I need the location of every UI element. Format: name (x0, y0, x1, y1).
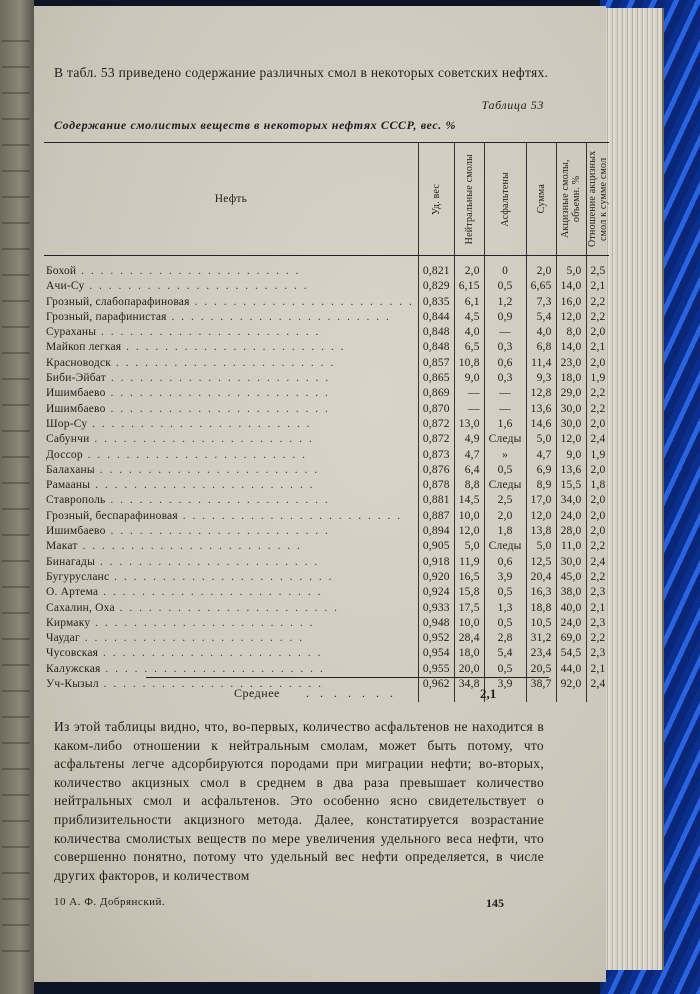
cell-ud-ves: 0,933 (418, 601, 454, 616)
cell-neutral: 10,0 (454, 509, 484, 524)
table-row (44, 570, 609, 585)
oil-name-cell: Ишимбаево . . . . . . . . . . . . . . . . . . . . . . . (46, 402, 330, 415)
cell-ud-ves: 0,955 (418, 662, 454, 677)
cell-neutral: 12,0 (454, 524, 484, 539)
oil-name-cell: Сураханы . . . . . . . . . . . . . . . . . . . . . . . (46, 326, 321, 339)
cell-ratio: 2,4 (586, 555, 609, 570)
cell-ud-ves: 0,924 (418, 585, 454, 600)
cell-sum: 13,6 (526, 402, 556, 417)
cell-asphaltenes: Следы (484, 432, 526, 447)
cell-ud-ves: 0,876 (418, 463, 454, 478)
table-row (44, 432, 609, 447)
cell-asphaltenes: 0,5 (484, 463, 526, 478)
table-row (44, 585, 609, 600)
oil-name-cell: Красноводск . . . . . . . . . . . . . . . . . . . . . . . (46, 356, 336, 369)
cell-asphaltenes: 0,3 (484, 371, 526, 386)
cell-ud-ves: 0,920 (418, 570, 454, 585)
cell-sum: 6,9 (526, 463, 556, 478)
cell-sum: 5,0 (526, 432, 556, 447)
oil-name-cell: Чусовская . . . . . . . . . . . . . . . . . . . . . . . (46, 647, 323, 660)
cell-ud-ves: 0,848 (418, 340, 454, 355)
cell-ratio: 2,2 (586, 631, 609, 646)
column-header-asphaltenes: Асфальтены (484, 143, 526, 256)
cell-asphaltenes: 2,8 (484, 631, 526, 646)
cell-sum: 5,0 (526, 539, 556, 554)
resin-content-table (44, 142, 609, 702)
cell-neutral: 4,5 (454, 310, 484, 325)
cell-akciz: 69,0 (556, 631, 586, 646)
cell-ratio: 2,0 (586, 356, 609, 371)
cell-akciz: 54,5 (556, 646, 586, 661)
cell-akciz: 30,0 (556, 555, 586, 570)
cell-neutral: — (454, 402, 484, 417)
cell-sum: 9,3 (526, 371, 556, 386)
cell-ratio: 2,2 (586, 539, 609, 554)
cell-akciz: 5,0 (556, 256, 586, 280)
cell-asphaltenes: — (484, 386, 526, 401)
oil-name-cell: Грозный, слабопарафиновая . . . . . . . . . . . . . . . . . . . . . . . (46, 295, 414, 308)
cell-asphaltenes: 2,0 (484, 509, 526, 524)
table-row (44, 448, 609, 463)
cell-ratio: 2,1 (586, 662, 609, 677)
cell-asphaltenes: 0,5 (484, 616, 526, 631)
cell-ud-ves: 0,829 (418, 279, 454, 294)
cell-ud-ves: 0,844 (418, 310, 454, 325)
cell-asphaltenes: 1,3 (484, 601, 526, 616)
cell-ud-ves: 0,894 (418, 524, 454, 539)
cell-ratio: 2,0 (586, 463, 609, 478)
average-label: Среднее (234, 686, 280, 700)
cell-neutral: 10,8 (454, 356, 484, 371)
cell-ratio: 2,0 (586, 493, 609, 508)
table-row (44, 509, 609, 524)
table-row (44, 631, 609, 646)
cell-neutral: 13,0 (454, 417, 484, 432)
cell-sum: 38,7 (526, 677, 556, 702)
body-paragraph: Из этой таблицы видно, что, во-первых, количество асфальтенов не находится в каком-либо отношении к нейтральным смолам, может быть потому, что асфальтены легче адсорбируются породами при миграции нефти; во-вторых, количество акцизных смол в среднем в два раза превышает количество нейтральных смол и асфальтенов. Это особенно ясно свидетельствует о приблизительности акцизного метода. Далее, констатируется возрастание количества смолистых веществ по мере увеличения удельного веса нефти, что совершенно понятно, потому что удельный вес нефти определяется, в числе других факторов, и количеством (54, 719, 544, 883)
oil-name-cell: Бугурусланс . . . . . . . . . . . . . . . . . . . . . . . (46, 570, 334, 583)
cell-ratio: 2,3 (586, 646, 609, 661)
cell-ud-ves: 0,887 (418, 509, 454, 524)
cell-neutral: 6,1 (454, 295, 484, 310)
cell-sum: 12,5 (526, 555, 556, 570)
cell-akciz: 40,0 (556, 601, 586, 616)
oil-name-cell: Макат . . . . . . . . . . . . . . . . . . . . . . . (46, 540, 302, 553)
table-row (44, 493, 609, 508)
cell-akciz: 44,0 (556, 662, 586, 677)
page-number: 145 (486, 896, 504, 910)
cell-asphaltenes: 3,9 (484, 570, 526, 585)
cell-sum: 6,8 (526, 340, 556, 355)
cell-akciz: 24,0 (556, 509, 586, 524)
cell-sum: 18,8 (526, 601, 556, 616)
left-page-text-edge (2, 20, 30, 960)
cell-akciz: 30,0 (556, 417, 586, 432)
table-header-row (44, 143, 609, 256)
cell-ud-ves: 0,905 (418, 539, 454, 554)
cell-ud-ves: 0,952 (418, 631, 454, 646)
cell-neutral: 6,5 (454, 340, 484, 355)
average-rule (146, 677, 549, 678)
cell-ratio: 2,2 (586, 295, 609, 310)
cell-akciz: 14,0 (556, 279, 586, 294)
cell-ratio: 2,4 (586, 432, 609, 447)
cell-sum: 10,5 (526, 616, 556, 631)
cell-ratio: 1,8 (586, 478, 609, 493)
table-row (44, 402, 609, 417)
oil-name-cell: Калужская . . . . . . . . . . . . . . . . . . . . . . . (46, 662, 325, 675)
column-header-neutral-resins: Нейтральные смолы (454, 143, 484, 256)
table-row (44, 539, 609, 554)
cell-ud-ves: 0,881 (418, 493, 454, 508)
table-row (44, 524, 609, 539)
cell-neutral: 2,0 (454, 256, 484, 280)
cell-neutral: 20,0 (454, 662, 484, 677)
oil-name-cell: Чаудаг . . . . . . . . . . . . . . . . . . . . . . . (46, 632, 305, 645)
column-header-ratio: Отношение акцизных смол к сумме смол (586, 143, 609, 256)
cell-ratio: 2,4 (586, 677, 609, 702)
adjacent-left-page (0, 0, 34, 994)
cell-asphaltenes: 0,3 (484, 340, 526, 355)
table-title: Содержание смолистых веществ в некоторых нефтях СССР, вес. % (54, 118, 457, 132)
cell-sum: 4,7 (526, 448, 556, 463)
cell-neutral: 9,0 (454, 371, 484, 386)
cell-ud-ves: 0,865 (418, 371, 454, 386)
cell-neutral: 17,5 (454, 601, 484, 616)
cell-ratio: 2,5 (586, 256, 609, 280)
column-header-specific-gravity: Уд. вес (418, 143, 454, 256)
cell-asphaltenes: Следы (484, 478, 526, 493)
oil-name-cell: Ставрополь . . . . . . . . . . . . . . . . . . . . . . . (46, 494, 330, 507)
cell-akciz: 29,0 (556, 386, 586, 401)
cell-asphaltenes: 3,9 (484, 677, 526, 702)
table-row (44, 256, 609, 280)
cell-asphaltenes: 0 (484, 256, 526, 280)
oil-name-cell: Рамааны . . . . . . . . . . . . . . . . . . . . . . . (46, 479, 315, 492)
table-row (44, 371, 609, 386)
cell-ud-ves: 0,835 (418, 295, 454, 310)
cell-akciz: 23,0 (556, 356, 586, 371)
cell-akciz: 92,0 (556, 677, 586, 702)
table-row (44, 662, 609, 677)
intro-paragraph: В табл. 53 приведено содержание различных смол в некоторых советских нефтях. (54, 65, 549, 80)
cell-ratio: 2,0 (586, 325, 609, 340)
cell-asphaltenes: 0,6 (484, 555, 526, 570)
cell-ratio: 2,1 (586, 279, 609, 294)
oil-name-cell: Биби-Эйбат . . . . . . . . . . . . . . . . . . . . . . . (46, 372, 331, 385)
cell-ud-ves: 0,857 (418, 356, 454, 371)
cell-sum: 4,0 (526, 325, 556, 340)
cell-neutral: 18,0 (454, 646, 484, 661)
cell-akciz: 16,0 (556, 295, 586, 310)
cell-ratio: 1,9 (586, 448, 609, 463)
cell-asphaltenes: 5,4 (484, 646, 526, 661)
cell-asphaltenes: — (484, 402, 526, 417)
cell-asphaltenes: 2,5 (484, 493, 526, 508)
cell-akciz: 12,0 (556, 432, 586, 447)
table-row (44, 340, 609, 355)
cell-sum: 6,65 (526, 279, 556, 294)
cell-sum: 8,9 (526, 478, 556, 493)
oil-name-cell: Уч-Кызыл . . . . . . . . . . . . . . . . . . . . . . . (46, 678, 324, 691)
cell-sum: 23,4 (526, 646, 556, 661)
cell-akciz: 30,0 (556, 402, 586, 417)
cell-sum: 7,3 (526, 295, 556, 310)
cell-asphaltenes: 0,9 (484, 310, 526, 325)
cell-akciz: 12,0 (556, 310, 586, 325)
cell-ud-ves: 0,954 (418, 646, 454, 661)
cell-asphaltenes: 0,5 (484, 662, 526, 677)
cell-akciz: 18,0 (556, 371, 586, 386)
cell-akciz: 24,0 (556, 616, 586, 631)
cell-ud-ves: 0,872 (418, 417, 454, 432)
cell-ud-ves: 0,848 (418, 325, 454, 340)
cell-ud-ves: 0,918 (418, 555, 454, 570)
cell-neutral: 5,0 (454, 539, 484, 554)
cell-ratio: 2,0 (586, 417, 609, 432)
table-number: Таблица 53 (481, 98, 544, 112)
cell-sum: 14,6 (526, 417, 556, 432)
cell-ratio: 2,3 (586, 585, 609, 600)
cell-akciz: 13,6 (556, 463, 586, 478)
cell-neutral: 28,4 (454, 631, 484, 646)
cell-asphaltenes: — (484, 325, 526, 340)
oil-name-cell: Грозный, беспарафиновая . . . . . . . . . . . . . . . . . . . . . . . (46, 509, 403, 522)
footer-signature: 10 А. Ф. Добрянский. (54, 896, 166, 908)
cell-sum: 5,4 (526, 310, 556, 325)
table-row (44, 478, 609, 493)
cell-ratio: 2,1 (586, 340, 609, 355)
cell-sum: 12,8 (526, 386, 556, 401)
cell-ud-ves: 0,873 (418, 448, 454, 463)
oil-name-cell: Балаханы . . . . . . . . . . . . . . . . . . . . . . . (46, 463, 320, 476)
cell-ud-ves: 0,869 (418, 386, 454, 401)
cell-ratio: 2,2 (586, 310, 609, 325)
table-row (44, 463, 609, 478)
cell-akciz: 38,0 (556, 585, 586, 600)
column-header-sum: Сумма (526, 143, 556, 256)
cell-neutral: 6,15 (454, 279, 484, 294)
cell-ratio: 2,2 (586, 570, 609, 585)
table-row (44, 386, 609, 401)
cell-asphaltenes: Следы (484, 539, 526, 554)
oil-name-cell: Сабунчи . . . . . . . . . . . . . . . . . . . . . . . (46, 433, 314, 446)
cell-asphaltenes: 0,5 (484, 279, 526, 294)
oil-name-cell: Ишимбаево . . . . . . . . . . . . . . . . . . . . . . . (46, 525, 330, 538)
cell-akciz: 9,0 (556, 448, 586, 463)
table-row (44, 555, 609, 570)
cell-asphaltenes: 0,5 (484, 585, 526, 600)
cell-ratio: 2,2 (586, 386, 609, 401)
column-header-oil: Нефть (44, 143, 418, 256)
table-row (44, 295, 609, 310)
cell-neutral: 8,8 (454, 478, 484, 493)
cell-akciz: 8,0 (556, 325, 586, 340)
oil-name-cell: Доссор . . . . . . . . . . . . . . . . . . . . . . . (46, 448, 308, 461)
cell-neutral: 15,8 (454, 585, 484, 600)
cell-ratio: 2,0 (586, 524, 609, 539)
oil-name-cell: О. Артема . . . . . . . . . . . . . . . . . . . . . . . (46, 586, 323, 599)
cell-akciz: 28,0 (556, 524, 586, 539)
table-row (44, 310, 609, 325)
cell-asphaltenes: 0,6 (484, 356, 526, 371)
cell-ud-ves: 0,870 (418, 402, 454, 417)
table-row (44, 646, 609, 661)
cell-sum: 13,8 (526, 524, 556, 539)
cell-akciz: 11,0 (556, 539, 586, 554)
table-row (44, 356, 609, 371)
oil-name-cell: Ишимбаево . . . . . . . . . . . . . . . . . . . . . . . (46, 387, 330, 400)
cell-sum: 31,2 (526, 631, 556, 646)
cell-sum: 16,3 (526, 585, 556, 600)
table-row (44, 616, 609, 631)
cell-ud-ves: 0,962 (418, 677, 454, 702)
cell-ratio: 2,3 (586, 616, 609, 631)
cell-akciz: 14,0 (556, 340, 586, 355)
cell-sum: 11,4 (526, 356, 556, 371)
cell-neutral: 34,8 (454, 677, 484, 702)
oil-name-cell: Бинагады . . . . . . . . . . . . . . . . . . . . . . . (46, 555, 320, 568)
column-header-acid-resins: Акцизные смолы, объемн. % (556, 143, 586, 256)
average-leader-dots: . . . . . . . (306, 686, 397, 700)
cell-neutral: 4,9 (454, 432, 484, 447)
cell-neutral: 10,0 (454, 616, 484, 631)
oil-name-cell: Сахалин, Оха . . . . . . . . . . . . . . . . . . . . . . . (46, 601, 340, 614)
cell-neutral: 4,7 (454, 448, 484, 463)
cell-neutral: 16,5 (454, 570, 484, 585)
cell-asphaltenes: 1,6 (484, 417, 526, 432)
cell-ud-ves: 0,948 (418, 616, 454, 631)
cell-neutral: 6,4 (454, 463, 484, 478)
cell-akciz: 45,0 (556, 570, 586, 585)
book-page-edges (600, 8, 664, 970)
cell-asphaltenes: » (484, 448, 526, 463)
cell-neutral: — (454, 386, 484, 401)
cell-neutral: 11,9 (454, 555, 484, 570)
cell-ratio: 2,2 (586, 402, 609, 417)
cell-neutral: 14,5 (454, 493, 484, 508)
oil-name-cell: Бохой . . . . . . . . . . . . . . . . . . . . . . . (46, 265, 301, 277)
cell-sum: 20,4 (526, 570, 556, 585)
table-row (44, 279, 609, 294)
cell-akciz: 15,5 (556, 478, 586, 493)
cell-sum: 2,0 (526, 256, 556, 280)
cell-ratio: 1,9 (586, 371, 609, 386)
oil-name-cell: Грозный, парафинистая . . . . . . . . . . . . . . . . . . . . . . . (46, 310, 391, 323)
cell-akciz: 34,0 (556, 493, 586, 508)
average-value: 2,1 (480, 686, 497, 701)
table-row (44, 417, 609, 432)
oil-name-cell: Кирмаку . . . . . . . . . . . . . . . . . . . . . . . (46, 616, 315, 629)
cell-sum: 17,0 (526, 493, 556, 508)
cell-ud-ves: 0,872 (418, 432, 454, 447)
oil-name-cell: Шор-Су . . . . . . . . . . . . . . . . . . . . . . . (46, 417, 312, 430)
table-row (44, 601, 609, 616)
cell-asphaltenes: 1,2 (484, 295, 526, 310)
cell-neutral: 4,0 (454, 325, 484, 340)
cell-sum: 12,0 (526, 509, 556, 524)
cell-sum: 20,5 (526, 662, 556, 677)
oil-name-cell: Майкоп легкая . . . . . . . . . . . . . . . . . . . . . . . (46, 341, 346, 354)
book-page (34, 6, 609, 982)
cell-ratio: 2,1 (586, 601, 609, 616)
cell-ud-ves: 0,821 (418, 256, 454, 280)
table-row (44, 325, 609, 340)
oil-name-cell: Ачи-Су . . . . . . . . . . . . . . . . . . . . . . . (46, 280, 309, 293)
cell-asphaltenes: 1,8 (484, 524, 526, 539)
cell-ratio: 2,0 (586, 509, 609, 524)
cell-ud-ves: 0,878 (418, 478, 454, 493)
